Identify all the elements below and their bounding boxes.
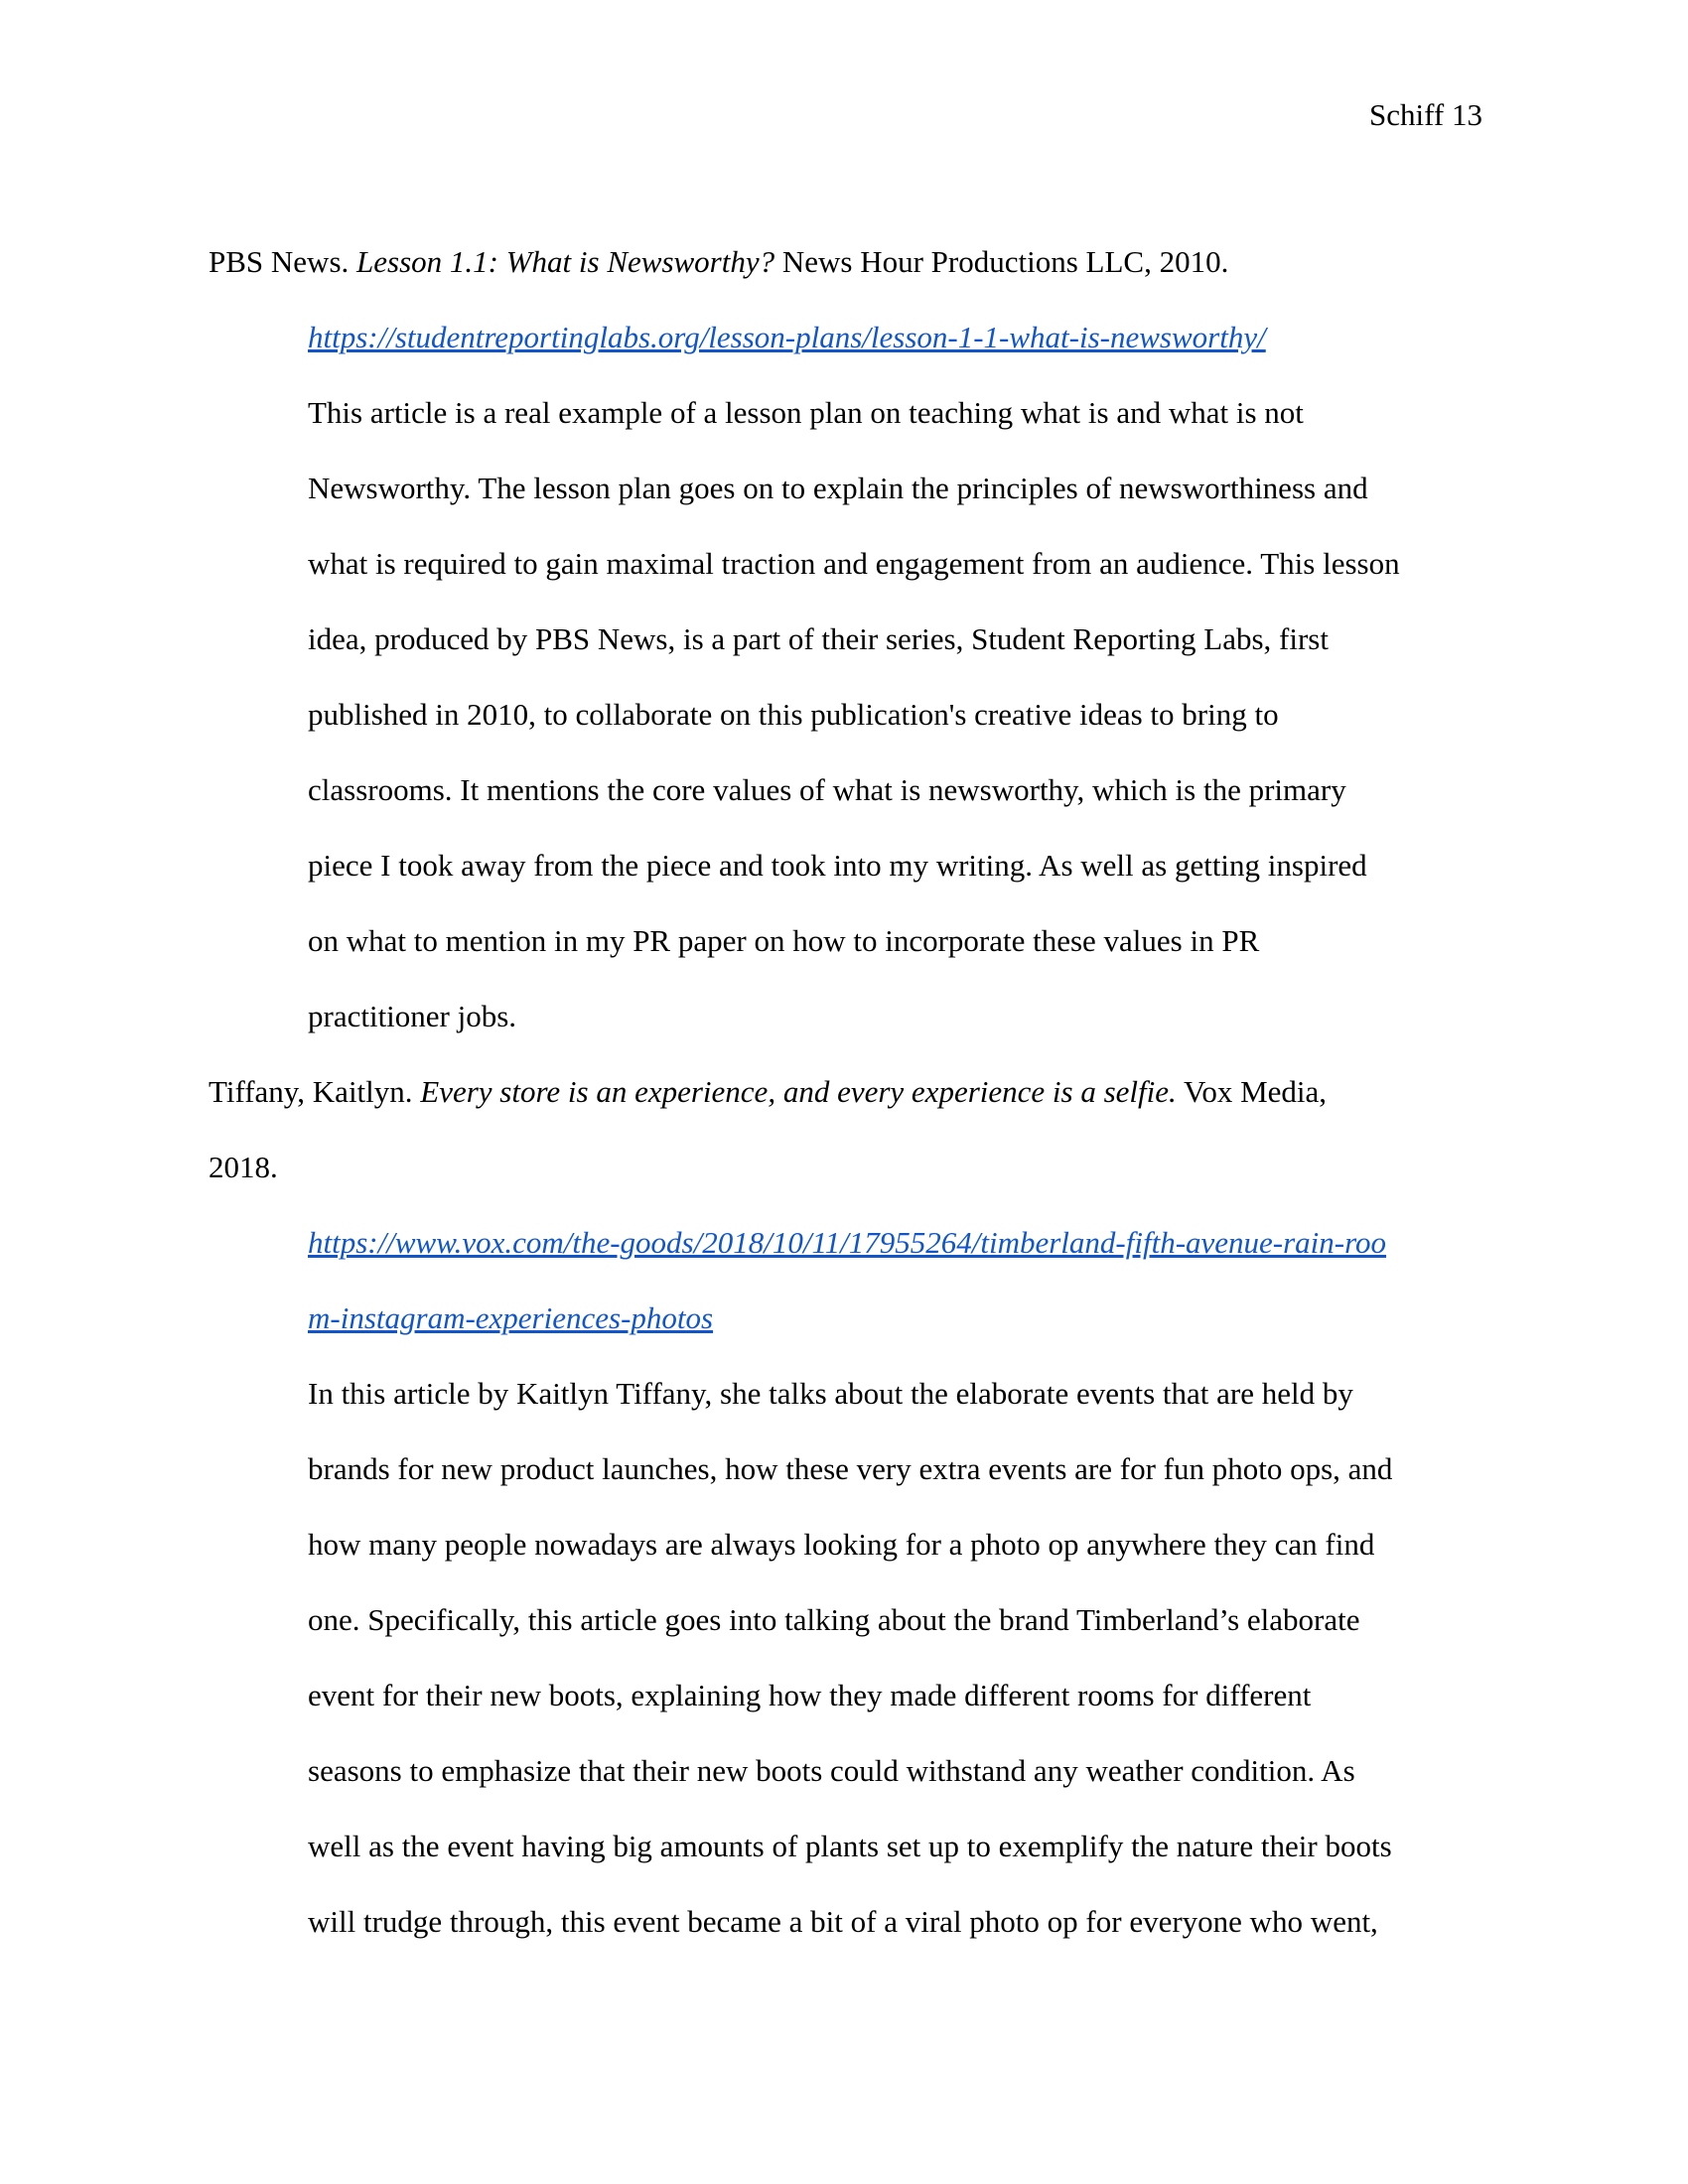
citation-url-link[interactable]: https://www.vox.com/the-goods/2018/10/11/17955264/timberland-fifth-avenue-rain-roo <box>308 1225 1387 1260</box>
annotation-line: what is required to gain maximal traction and engagement from an audience. This lesson <box>308 546 1400 581</box>
annotation-line: classrooms. It mentions the core values of what is newsworthy, which is the primary <box>308 772 1346 807</box>
annotation-line: one. Specifically, this article goes into talking about the brand Timberland’s elaborate <box>308 1602 1360 1637</box>
annotation-line: on what to mention in my PR paper on how to incorporate these values in PR <box>308 923 1260 958</box>
annotation-line: well as the event having big amounts of plants set up to exemplify the nature their boots <box>308 1829 1392 1863</box>
annotation-line: published in 2010, to collaborate on this publication's creative ideas to bring to <box>308 697 1279 732</box>
citation-author: PBS News. <box>209 244 350 279</box>
citation-url-link-cont[interactable]: m-instagram-experiences-photos <box>308 1300 714 1335</box>
citation-title: Lesson 1.1: What is Newsworthy? <box>356 244 775 279</box>
citation-url-link[interactable]: https://studentreportinglabs.org/lesson-plans/lesson-1-1-what-is-newsworthy/ <box>308 320 1266 354</box>
citation-line <box>209 246 1228 277</box>
citation-publisher: News Hour Productions LLC, 2010. <box>781 244 1229 279</box>
annotation-line: seasons to emphasize that their new boots could withstand any weather condition. As <box>308 1753 1355 1788</box>
annotation-line: idea, produced by PBS News, is a part of their series, Student Reporting Labs, first <box>308 621 1329 656</box>
annotation-line: event for their new boots, explaining how they made different rooms for different <box>308 1678 1312 1712</box>
annotation-line: piece I took away from the piece and took into my writing. As well as getting inspired <box>308 848 1367 883</box>
running-head: Schiff 13 <box>1369 97 1482 132</box>
annotation-line: Newsworthy. The lesson plan goes on to explain the principles of newsworthiness and <box>308 471 1368 505</box>
citation-publisher: Vox Media, <box>1183 1074 1328 1109</box>
annotation-line: how many people nowadays are always looking for a photo op anywhere they can find <box>308 1527 1375 1562</box>
citation-title: Every store is an experience, and every experience is a selfie. <box>420 1074 1177 1109</box>
annotation-line: In this article by Kaitlyn Tiffany, she talks about the elaborate events that are held by <box>308 1376 1353 1411</box>
citation-line <box>209 1076 1327 1107</box>
annotation-line: will trudge through, this event became a bit of a viral photo op for everyone who went, <box>308 1904 1378 1939</box>
citation-author: Tiffany, Kaitlyn. <box>209 1074 413 1109</box>
annotation-line: brands for new product launches, how these very extra events are for fun photo ops, and <box>308 1451 1393 1486</box>
citation-year: 2018. <box>209 1150 278 1184</box>
annotation-line: This article is a real example of a lesson plan on teaching what is and what is not <box>308 395 1304 430</box>
annotation-line: practitioner jobs. <box>308 999 517 1033</box>
